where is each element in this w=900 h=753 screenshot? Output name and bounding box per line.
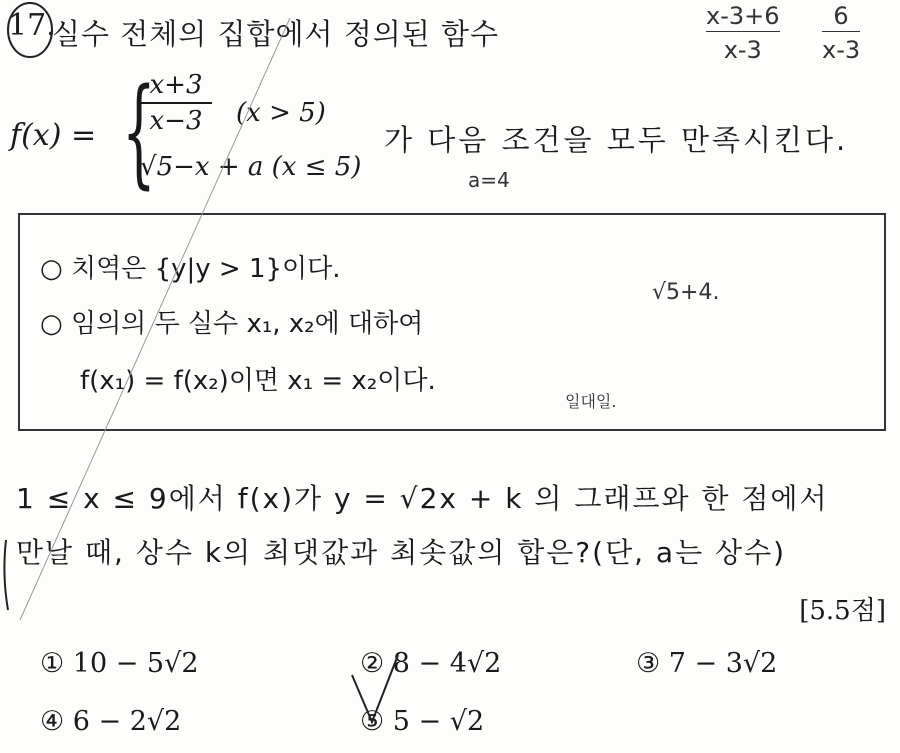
handwritten-onto-note: 일대일. — [565, 392, 617, 411]
handwritten-a-value: a=4 — [468, 168, 510, 192]
handwritten-frac2-denominator: x-3 — [822, 35, 861, 64]
question-body-line-2: 만날 때, 상수 k의 최댓값과 최솟값의 합은?(단, a는 상수) — [16, 536, 787, 569]
case1-condition: (x > 5) — [236, 98, 326, 128]
question-number: 17. — [8, 8, 56, 43]
handwritten-frac1-denominator: x-3 — [723, 35, 762, 64]
case2-expression: √5−x + a (x ≤ 5) — [140, 152, 362, 182]
question-body-line-1: 1 ≤ x ≤ 9에서 f(x)가 y = √2x + k 의 그래프와 한 점에서 — [16, 482, 829, 515]
condition-range: ○ 치역은 {y|y > 1}이다. — [40, 254, 341, 284]
handwritten-frac2-numerator: 6 — [822, 2, 860, 32]
handwritten-frac1-numerator: x-3+6 — [706, 2, 780, 30]
choice-2[interactable]: ② 8 − 4√2 — [360, 648, 502, 679]
choice-5-check-mark — [352, 655, 398, 722]
function-tail-text: 가 다음 조건을 모두 만족시킨다. — [384, 123, 849, 157]
case1-numerator: x+3 — [140, 70, 212, 104]
question-number-circle-mark — [8, 3, 52, 57]
choice-3[interactable]: ③ 7 − 3√2 — [636, 648, 778, 679]
score-label: [5.5점] — [799, 596, 886, 626]
choice-1[interactable]: ① 10 − 5√2 — [40, 648, 199, 679]
case1-denominator: x−3 — [149, 106, 203, 136]
handwritten-sqrt-note: √5+4. — [652, 280, 720, 305]
condition-injective-statement: f(x₁) = f(x₂)이면 x₁ = x₂이다. — [80, 366, 436, 396]
function-label: f(x) = — [10, 118, 97, 153]
diagonal-pen-stroke — [20, 18, 290, 620]
piecewise-brace: { — [122, 62, 156, 200]
left-margin-mark — [4, 540, 8, 610]
choice-4[interactable]: ④ 6 − 2√2 — [40, 706, 182, 737]
choice-5[interactable]: ⑤ 5 − √2 — [360, 706, 485, 737]
question-title: 실수 전체의 집합에서 정의된 함수 — [52, 17, 500, 51]
condition-injective-intro: ○ 임의의 두 실수 x₁, x₂에 대하여 — [40, 309, 424, 339]
